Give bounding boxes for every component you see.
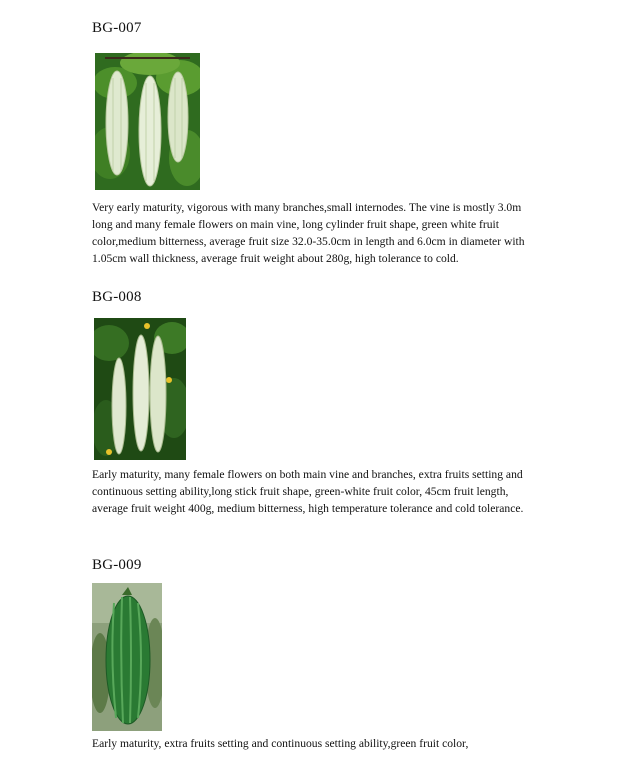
product-description: Early maturity, extra fruits setting and continuous setting ability,green fruit color,	[92, 737, 469, 750]
product-code: BG-009	[92, 557, 142, 573]
product-code: BG-007	[92, 20, 142, 36]
product-description: Very early maturity, vigorous with many branches,small internodes. The vine is mostly 3.0m long and many female flowers on main vine, long cylinder fruit shape, green white fruit color,medium bitterness, average fruit size 32.0-35.0cm in length and 6.0cm in diameter with 1.05cm wall thickness, average fruit weight about 280g, high tolerance to cold.	[92, 201, 525, 265]
product-description: Early maturity, many female flowers on both main vine and branches, extra fruits setting and continuous setting ability,long stick fruit shape, green-white fruit color, 45cm fruit length, average fruit weight 400g, medium bitterness, high temperature tolerance and cold tolerance.	[92, 468, 524, 515]
white-bitter-gourd-photo	[95, 53, 200, 190]
long-bitter-gourd-photo	[94, 318, 186, 460]
green-bitter-gourd-photo	[92, 583, 162, 731]
product-code: BG-008	[92, 289, 142, 305]
